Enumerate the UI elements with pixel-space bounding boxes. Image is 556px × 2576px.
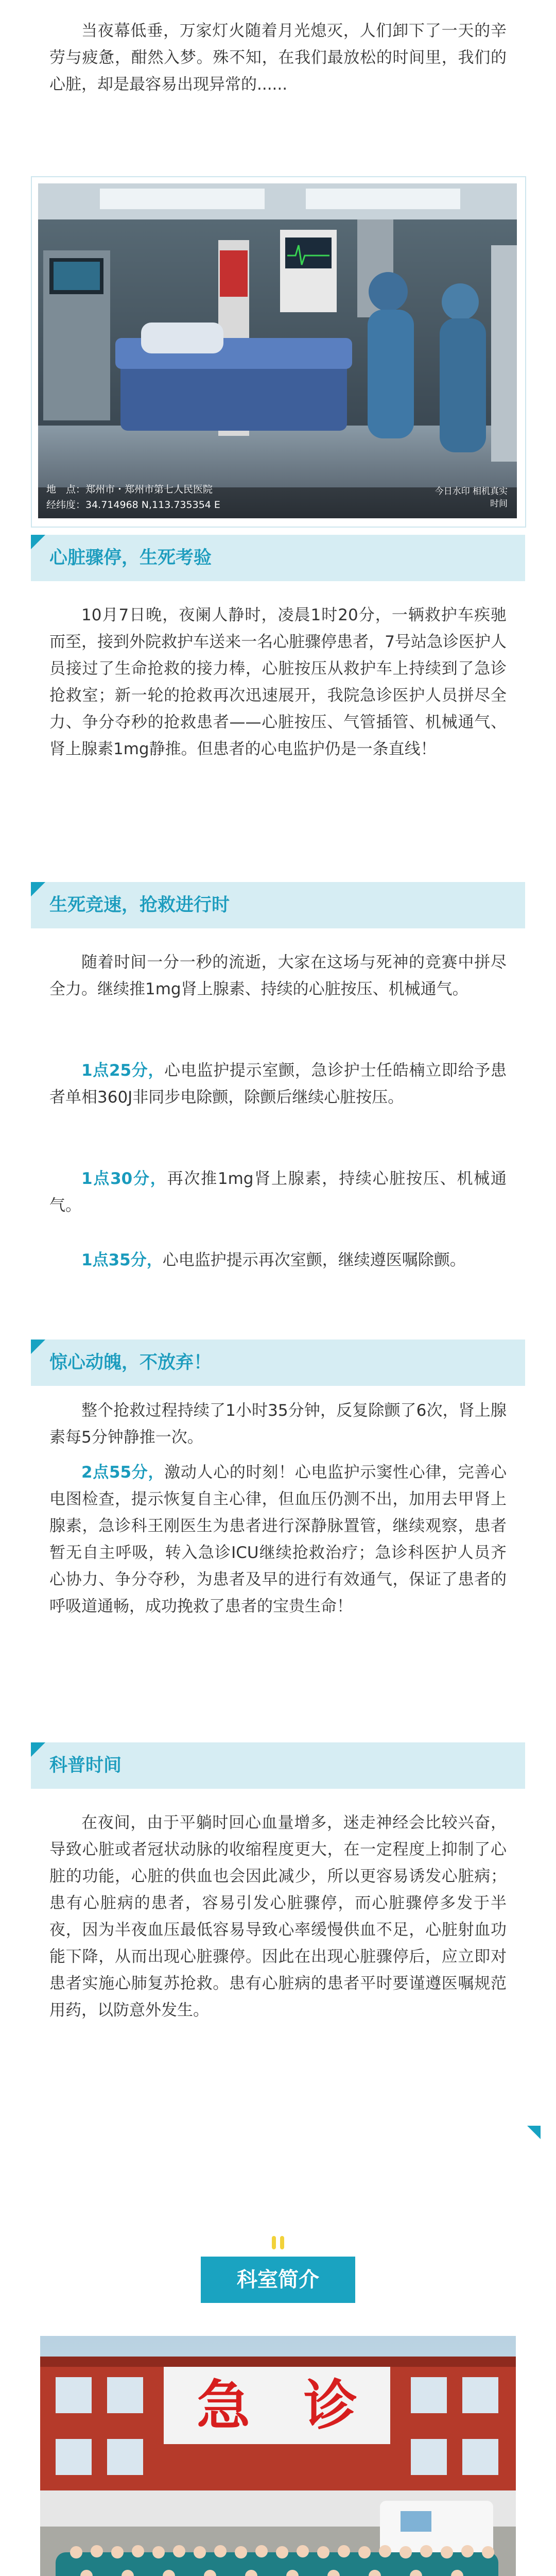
section2-step-3 bbox=[49, 1247, 507, 1274]
coords-label: 经纬度：34.714968 N,113.735354 E bbox=[46, 499, 220, 511]
section-header-2 bbox=[31, 882, 525, 928]
corner-decoration-icon bbox=[527, 2126, 541, 2139]
location-label: 地 点：郑州市・郑州市第七人民医院 bbox=[46, 484, 213, 495]
emergency-room-photo bbox=[38, 183, 517, 518]
dept-title-banner bbox=[201, 2257, 355, 2303]
corner-triangle-icon bbox=[31, 882, 45, 896]
watermark-label: 今日水印 相机真实时间 bbox=[435, 486, 508, 509]
section-header-4 bbox=[31, 1742, 525, 1789]
dept-team-photo bbox=[40, 2336, 516, 2576]
section-title-2: 生死竞速，抢救进行时 bbox=[49, 895, 230, 916]
section3-step-1 bbox=[49, 1459, 507, 1620]
dept-title: 科室简介 bbox=[237, 2268, 319, 2292]
section2-step-1 bbox=[49, 1057, 507, 1111]
corner-triangle-icon bbox=[31, 1340, 45, 1354]
step-text-3: 心电监护提示再次室颤，继续遵医嘱除颤。 bbox=[162, 1251, 466, 1269]
section4-paragraph: 在夜间，由于平躺时回心血量增多，迷走神经会比较兴奋，导致心脏或者冠状动脉的收缩程度更大，在一定程度上抑制了心脏的功能，心脏的供血也会因此减少，所以更容易诱发心脏病；患有心脏病的患者，容易引发心脏骤停，而心脏骤停多发于半夜，因为半夜血压最低容易导致心率缓慢供血不足，心脏射血功能下降，从而出现心脏骤停。因此在出现心脏骤停后，应立即对患者实施心肺复苏抢救。患有心脏病的患者平时要谨遵医嘱规范用药，以防意外发生。 bbox=[49, 1814, 507, 2020]
section-title-3: 惊心动魄，不放弃！ bbox=[49, 1352, 212, 1373]
er-scene-illustration bbox=[38, 183, 517, 518]
section-header-1 bbox=[31, 535, 525, 581]
section3-paragraph: 整个抢救过程持续了1小时35分钟，反复除颤了6次，肾上腺素每5分钟静推一次。 bbox=[49, 1401, 507, 1447]
step-text-4: 激动人心的时刻！心电监护示窦性心律，完善心电图检查，提示恢复自主心律，但血压仍测不出，加用去甲肾上腺素，急诊科王刚医生为患者进行深静脉置管，继续观察，患者暂无自主呼吸，转入急诊ICU继续抢救治疗；急诊科医护人员齐心协力、争分夺秒，为患者及早的进行有效通气，保证了患者的呼吸道通畅，成功挽救了患者的宝贵生命！ bbox=[49, 1463, 507, 1616]
time-label-2: 1点30分， bbox=[81, 1170, 167, 1188]
sign-text: 急 诊 bbox=[196, 2374, 357, 2437]
time-label-3: 1点35分， bbox=[81, 1251, 163, 1269]
double-bar-icon bbox=[268, 2234, 288, 2251]
section-title-4: 科普时间 bbox=[49, 1755, 122, 1776]
step-text-2: 再次推1mg肾上腺素，持续心脏按压、机械通气。 bbox=[49, 1170, 507, 1215]
corner-triangle-icon bbox=[31, 1742, 45, 1757]
section1-paragraph: 10月7日晚，夜阑人静时，凌晨1时20分，一辆救护车疾驰而至，接到外院救护车送来一名心脏骤停患者，7号站急诊医护人员接过了生命抢救的接力棒，心脏按压从救护车上持续到了急诊抢救室；新一轮的抢救再次迅速展开，我院急诊医护人员拼尽全力、争分夺秒的抢救患者——心脏按压、气管插管、机械通气、肾上腺素1mg静推。但患者的心电监护仍是一条直线！ bbox=[49, 606, 507, 758]
step-text-1: 心电监护提示室颤，急诊护士任皓楠立即给予患者单相360J非同步电除颤，除颤后继续心脏按压。 bbox=[49, 1061, 507, 1107]
time-label-4: 2点55分， bbox=[81, 1463, 165, 1482]
section2-paragraph: 随着时间一分一秒的流逝，大家在这场与死神的竞赛中拼尽全力。继续推1mg肾上腺素、持续的心脏按压、机械通气。 bbox=[49, 953, 507, 998]
section2-step-2 bbox=[49, 1165, 507, 1219]
corner-triangle-icon bbox=[31, 535, 45, 549]
dept-banner-deco bbox=[268, 2234, 288, 2251]
section-title-1: 心脏骤停，生死考验 bbox=[49, 548, 212, 568]
section-header-3 bbox=[31, 1340, 525, 1386]
time-label-1: 1点25分， bbox=[81, 1061, 165, 1080]
intro-paragraph: 当夜幕低垂，万家灯火随着月光熄灭，人们卸下了一天的辛劳与疲惫，酣然入梦。殊不知，在我们最放松的时间里，我们的心脏，却是最容易出现异常的...... bbox=[49, 22, 507, 94]
